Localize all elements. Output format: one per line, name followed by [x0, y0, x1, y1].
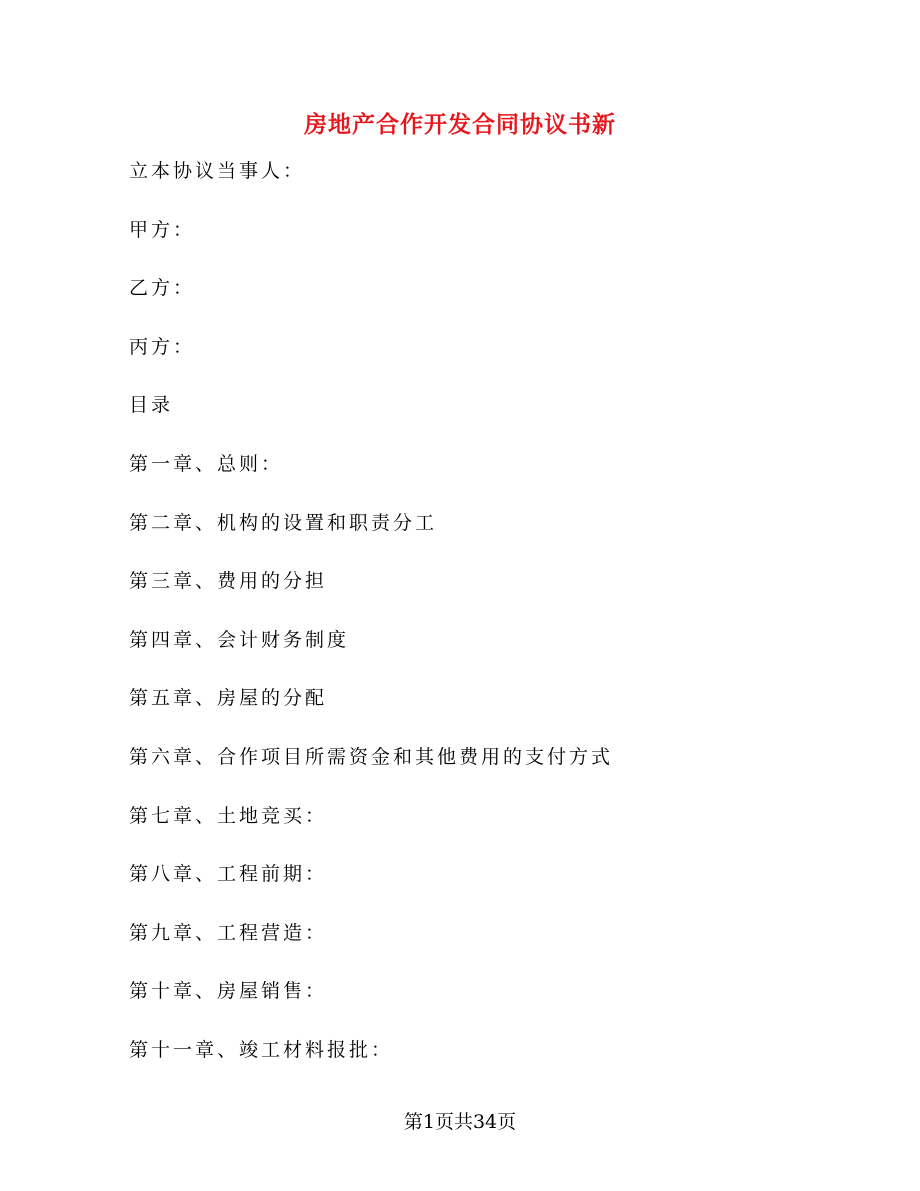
toc-heading: 目录: [129, 394, 174, 417]
document-title: 房地产合作开发合同协议书新: [304, 111, 616, 138]
toc-item-chapter-1: 第一章、总则：: [129, 452, 284, 475]
toc-item-chapter-10: 第十章、房屋销售：: [129, 980, 328, 1003]
document-body: [129, 155, 829, 1093]
page-number-footer: 第1页共34页: [403, 1111, 517, 1133]
toc-item-chapter-8: 第八章、工程前期：: [129, 863, 328, 886]
party-c-line: 丙方：: [129, 335, 196, 358]
toc-item-chapter-2: 第二章、机构的设置和职责分工: [129, 511, 438, 534]
toc-item-chapter-7: 第七章、土地竞买：: [129, 804, 328, 827]
party-a-line: 甲方：: [129, 218, 196, 241]
party-b-line: 乙方：: [129, 277, 196, 300]
toc-item-chapter-3: 第三章、费用的分担: [129, 570, 328, 593]
toc-item-chapter-9: 第九章、工程营造：: [129, 921, 328, 944]
parties-heading: 立本协议当事人：: [129, 160, 306, 182]
toc-item-chapter-6: 第六章、合作项目所需资金和其他费用的支付方式: [129, 745, 614, 768]
toc-item-chapter-11: 第十一章、竣工材料报批：: [129, 1038, 394, 1061]
toc-item-chapter-5: 第五章、房屋的分配: [129, 687, 328, 710]
toc-item-chapter-4: 第四章、会计财务制度: [129, 628, 350, 651]
